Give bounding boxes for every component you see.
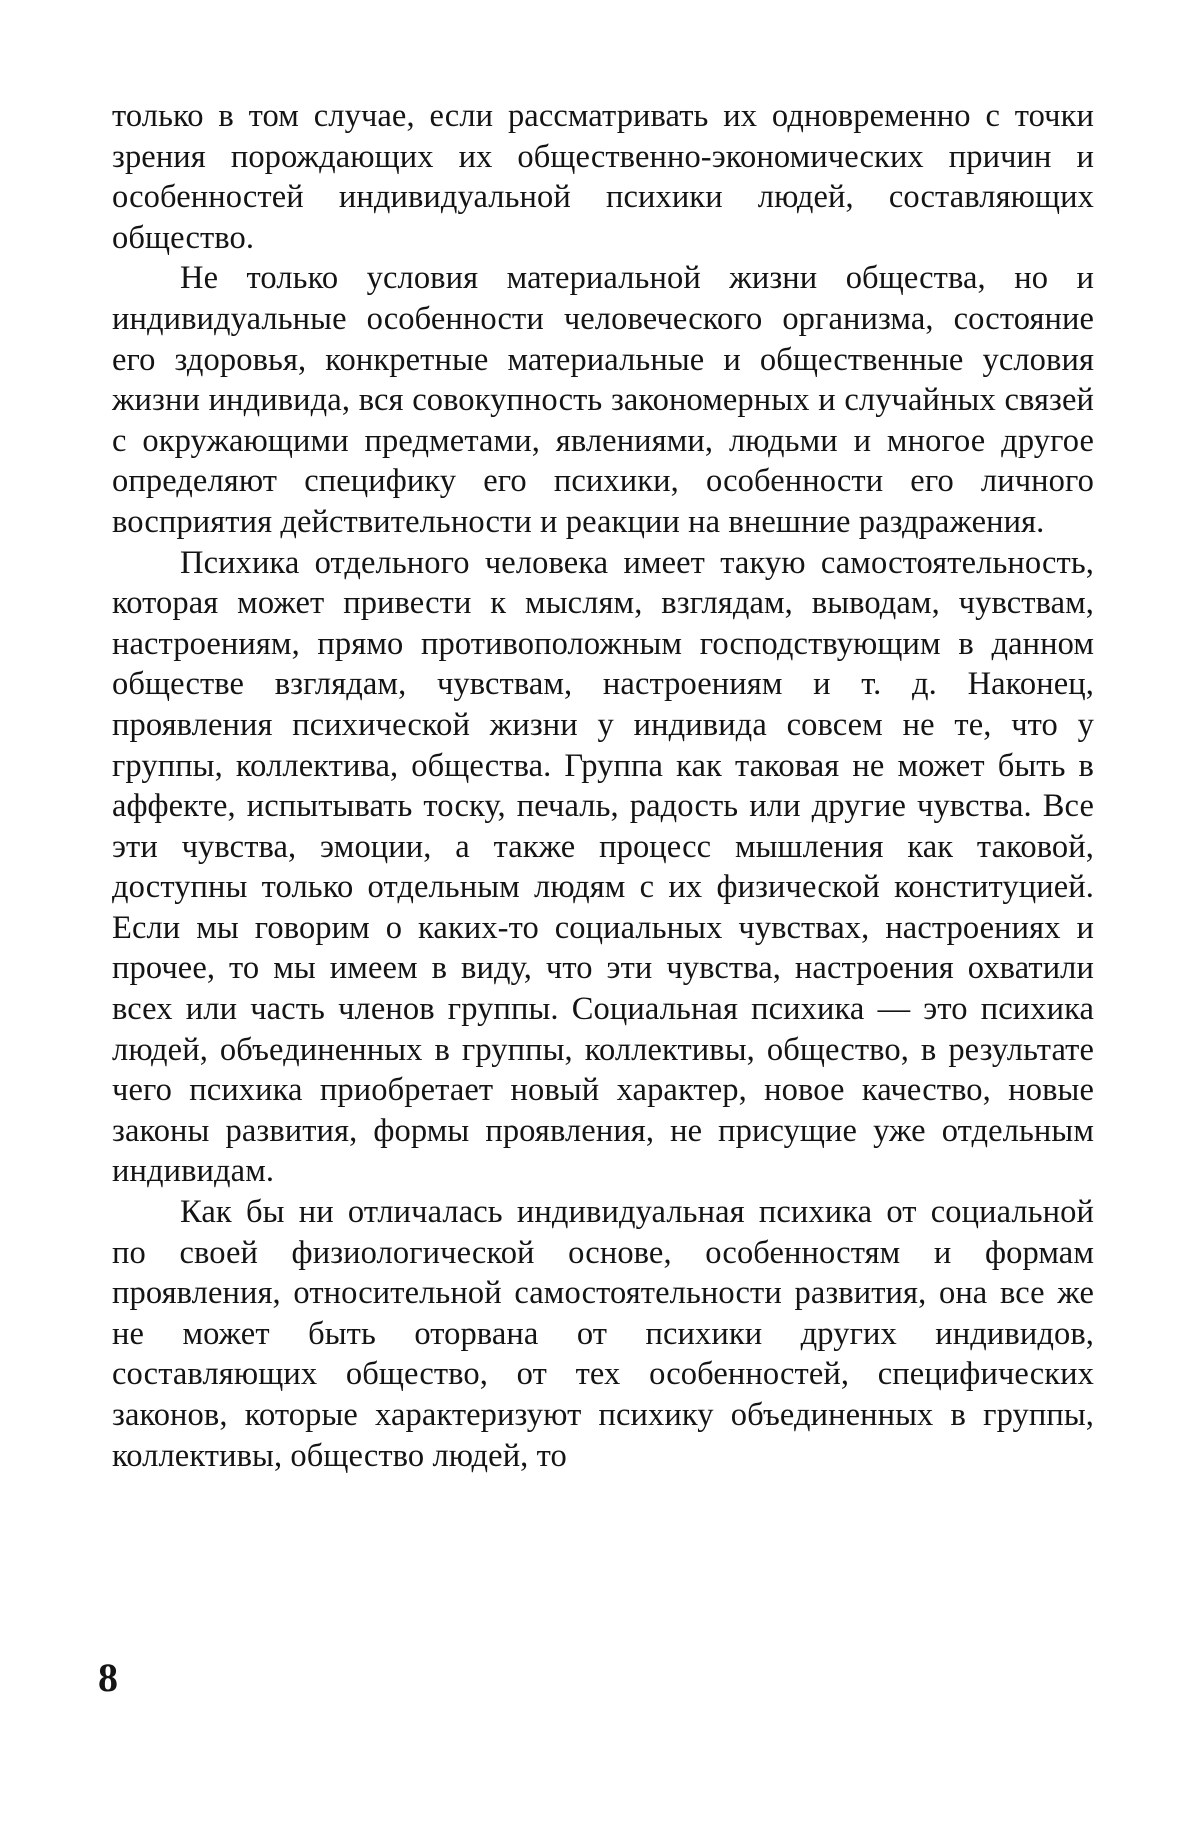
paragraph-material-conditions: Не только условия материальной жизни общества, но и индивидуальные особенности человеческого организма, состояние его здоровья, конкретные материальные и общественные условия жизни индивида, вся совокупность закономерных и случайных связей с окружающими предметами, явлениями, людьми и многое другое определяют специфику его психики, особенности его личного восприятия действительности и реакции на внешние раздражения. [112,260,1094,540]
paragraph-individual-psyche: Психика отдельного человека имеет такую самостоятельность, которая может привести к мыслям, взглядам, выводам, чувствам, настроениям, прямо противоположным господствующим в данном обществе взглядам, чувствам, настроениям и т. д. Наконец, проявления психической жизни у индивида совсем не те, что у группы, коллектива, общества. Группа как таковая не может быть в аффекте, испытывать тоску, печаль, радость или другие чувства. Все эти чувства, эмоции, а также процесс мышления как таковой, доступны только отдельным людям с их физической конституцией. Если мы говорим о каких-то социальных чувствах, настроениях и прочее, то мы имеем в виду, что эти чувства, настроения охватили всех или часть членов группы. Социальная психика — это психика людей, объединенных в группы, коллективы, общество, в результате чего психика приобретает новый характер, новое качество, новые законы развития, формы проявления, не присущие уже отдельным индивидам. [112,544,1094,1190]
paragraph-continuation: только в том случае, если рассматривать их одновременно с точки зрения порождающих их общественно-экономических причин и особенностей индивидуальной психики людей, составляющих общество. [112,98,1094,256]
page-number: 8 [98,1655,118,1700]
page-body [112,96,1094,1476]
paragraph-social-psyche: Как бы ни отличалась индивидуальная психика от социальной по своей физиологической основе, особенностям и формам проявления, относительной самостоятельности развития, она все же не может быть оторвана от психики других индивидов, составляющих общество, от тех особенностей, специфических законов, которые характеризуют психику объединенных в группы, коллективы, общество людей, то [112,1194,1094,1474]
